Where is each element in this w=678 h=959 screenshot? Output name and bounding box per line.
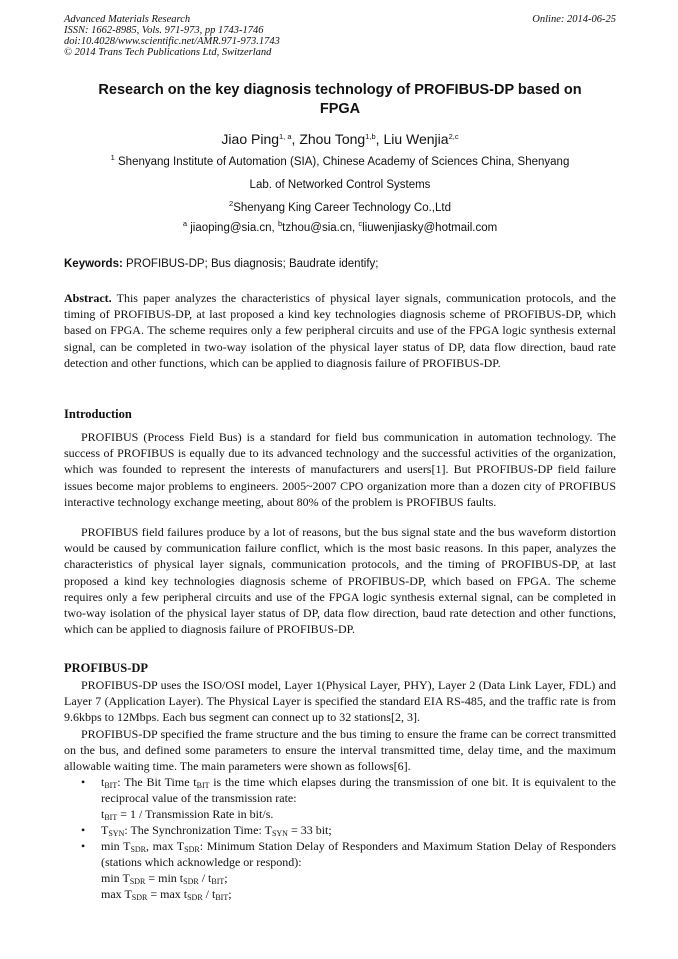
tsyn-symbol-2: T (264, 823, 272, 837)
list-item-tsyn (64, 822, 616, 838)
bullet-glyph: • (81, 775, 86, 789)
tbit-text-b: is the time which elapses during the transmission of one bit. It is equivalent to the reciprocal value of the transmission rate: (101, 775, 616, 805)
eq-subscript: BIT (104, 813, 118, 822)
issn-line: ISSN: 1662-8985, Vols. 971-973, pp 1743-1746 (64, 25, 264, 36)
affiliation-1 (64, 155, 616, 169)
eq-part: min T (101, 871, 130, 885)
title-line-1: Research on the key diagnosis technology of PROFIBUS-DP based on (98, 82, 582, 98)
tsdr-min-equation (101, 870, 616, 886)
email-a-sup: a (182, 219, 187, 228)
profibus-dp-heading: PROFIBUS-DP (64, 661, 149, 675)
eq-rest: = 1 / Transmission Rate in bit/s. (117, 807, 274, 821)
profibus-dp-paragraph-2: PROFIBUS-DP specified the frame structure and the bus timing to ensure the frame can be correct transmitted on the bus, and defined some parameters to ensure the interval transmitted time, delay time, and the maximum allowable waiting time. The main parameters were shown as follows[6]. (64, 727, 616, 774)
introduction-paragraph-1: PROFIBUS (Process Field Bus) is a standard for field bus communication in automation technology. The success of PROFIBUS is equally due to its advanced technology and the successful activities of the organization, which was founded to represent the interests of manufacturers and users[1]. But PROFIBUS-DP field failure issues become major problems to engineers. 2005~2007 CPO organization more than a dozen city of PROFIBUS interactive technology exchange meeting, about 80% of the problem is PROFIBUS faults. (64, 430, 616, 509)
eq-subscript: BIT (215, 893, 229, 902)
affiliation-2 (64, 201, 616, 215)
tbit-subscript-2: BIT (196, 781, 210, 790)
tsyn-text-a: : The Synchronization Time: (124, 823, 265, 837)
tsyn-text-b: = 33 bit; (287, 823, 332, 837)
affiliation-2-text: Shenyang King Career Technology Co.,Ltd (233, 202, 451, 214)
tsyn-symbol: T (101, 823, 109, 837)
eq-part: = max t (147, 887, 188, 901)
affiliation-1-lab: Lab. of Networked Control Systems (249, 179, 431, 191)
keywords-label: Keywords: (64, 258, 123, 270)
eq-subscript: SDR (187, 893, 203, 902)
email-a[interactable]: jiaoping@sia.cn, (190, 222, 275, 234)
email-c-sup: c (358, 219, 363, 228)
eq-subscript: SDR (131, 893, 148, 902)
author-3: Liu Wenjia (383, 131, 449, 147)
tsdr-subscript-2: SDR (184, 845, 200, 854)
email-b[interactable]: tzhou@sia.cn, (282, 222, 356, 234)
email-line (64, 221, 616, 235)
author-1: Jiao Ping (221, 131, 280, 147)
eq-part: = min t (145, 871, 184, 885)
tsdr-max-equation (101, 886, 616, 902)
bullet-glyph: • (81, 839, 86, 853)
doi-line: doi:10.4028/www.scientific.net/AMR.971-973.1743 (64, 36, 280, 47)
eq-subscript: SDR (129, 877, 146, 886)
author-2-sup: 1,b (365, 132, 376, 141)
tsdr-text-1: min T (101, 839, 131, 853)
tsdr-text-2: , max T (146, 839, 185, 853)
bullet-glyph: • (81, 823, 86, 837)
tsyn-subscript-2: SYN (271, 829, 288, 838)
copyright-line: © 2014 Trans Tech Publications Ltd, Switzerland (64, 47, 272, 58)
tbit-subscript: BIT (104, 781, 118, 790)
introduction-heading: Introduction (64, 407, 132, 421)
tsdr-subscript-1: SDR (130, 845, 147, 854)
tsyn-subscript: SYN (108, 829, 125, 838)
affiliation-2-sup: 2 (229, 199, 234, 208)
eq-part: / t (202, 887, 216, 901)
list-item-tsdr (64, 838, 616, 902)
abstract-label: Abstract. (64, 291, 112, 305)
author-2: Zhou Tong (299, 131, 366, 147)
paper-title (64, 81, 616, 119)
introduction-paragraph-2: PROFIBUS field failures produce by a lot of reasons, but the bus signal state and the bus waveform distortion would be caused by communication failure conflict, which is the most basic reasons. In this paper, analyzes the characteristics of physical layer signals, communication protocols, and the timing of PROFIBUS-DP, at last proposed a kind key technologies diagnosis scheme of PROFIBUS-DP, which based on FPGA. The scheme requires only a few peripheral circuits and use of the FPGA logic synthesis external signal, can be completed in two-way isolation of the physical layer status of DP, data flow direction, baud rate detection and other functions, which can be applied to diagnosis failure of PROFIBUS-DP. (64, 525, 616, 637)
eq-part: ; (224, 871, 228, 885)
tbit-symbol-2: t (193, 775, 197, 789)
eq-symbol: t (101, 807, 105, 821)
tbit-symbol: t (101, 775, 105, 789)
online-date: Online: 2014-06-25 (532, 14, 616, 25)
eq-part: ; (228, 887, 232, 901)
author-3-sup: 2,c (448, 132, 459, 141)
title-line-2: FPGA (319, 101, 361, 117)
eq-subscript: SDR (183, 877, 199, 886)
journal-header (64, 14, 616, 58)
author-list: Jiao Ping$^{1, a}$, Zhou Tong$^{1,b}$, Liu Wenjia$^{2,c}$ (221, 131, 459, 147)
email-b-sup: b (277, 219, 283, 228)
profibus-dp-paragraph-1: PROFIBUS-DP uses the ISO/OSI model, Layer 1(Physical Layer, PHY), Layer 2 (Data Link Layer, FDL) and Layer 7 (Application Layer). The Physical Layer is specified the standard EIA RS-485, and the traffic rate is from 9.6kbps to 12Mbps. Each bus segment can connect up to 32 stations[2, 3]. (64, 678, 616, 725)
affiliation-1-sup: 1 (110, 153, 115, 162)
parameter-list (64, 774, 616, 902)
abstract-text: This paper analyzes the characteristics of physical layer signals, communication protocols, and the timing of PROFIBUS-DP, at last proposed a kind key technologies diagnosis scheme of PROFIBUS-DP, which based on FPGA. The scheme requires only a few peripheral circuits and use of the FPGA logic synthesis external signal, can be completed in two-way isolation of the physical layer status of DP, data flow direction, baud rate detection and other functions, which can be applied to diagnosis failure of PROFIBUS-DP. (64, 291, 616, 370)
keywords-text: PROFIBUS-DP; Bus diagnosis; Baudrate identify; (126, 258, 379, 270)
email-c[interactable]: liuwenjiasky@hotmail.com (362, 222, 498, 234)
list-item-tbit (64, 774, 616, 822)
keywords (64, 257, 616, 271)
abstract (64, 290, 616, 371)
eq-subscript: BIT (211, 877, 225, 886)
author-1-sup: 1, a (279, 132, 292, 141)
journal-name: Advanced Materials Research (64, 14, 191, 25)
eq-part: / t (198, 871, 212, 885)
tbit-equation (101, 806, 616, 822)
tbit-text-a: : The Bit Time (117, 775, 194, 789)
tsdr-text-3: : Minimum Station Delay of Responders and Maximum Station Delay of Responders (stations which acknowledge or respond): (101, 839, 617, 869)
affiliation-1-text: Shenyang Institute of Automation (SIA), Chinese Academy of Sciences China, Shenyang (118, 156, 570, 168)
eq-part: max T (101, 887, 132, 901)
